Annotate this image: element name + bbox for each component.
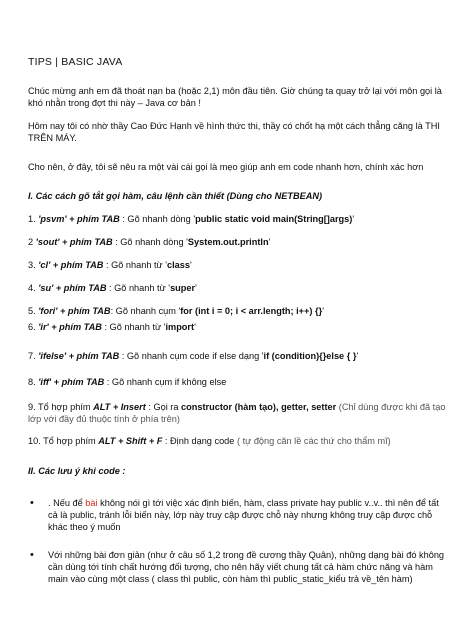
item-desc: : Gõ nhanh từ '	[103, 260, 167, 270]
item-end: '	[268, 237, 271, 247]
item-key: 'cl' + phím TAB	[38, 260, 104, 270]
section-heading-notes: II. Các lưu ý khi code :	[28, 466, 126, 476]
shortcut-item	[28, 350, 446, 362]
item-number: 6.	[28, 322, 39, 332]
item-desc: : Gõ nhanh dòng '	[119, 214, 196, 224]
item-key: 'iff' + phím TAB	[38, 377, 105, 387]
note-text-rest: không nói gì tới việc xác định biến, hàm, class private hay public v..v.. thì nên để tất cả là public, tránh lỗi biến này, lớp này truy cập được chỗ này nhưng không truy cập được chỗ khác theo ý muốn	[48, 498, 439, 532]
item-key: 'ifelse' + phím TAB	[38, 351, 120, 361]
section-heading-shortcuts: I. Các cách gõ tắt gọi hàm, câu lệnh cần thiết (Dùng cho NETBEAN)	[28, 191, 323, 201]
shortcut-item	[28, 259, 446, 271]
item-code: import	[165, 322, 195, 332]
shortcut-item-9	[28, 401, 446, 425]
note-text: Với những bài đơn giản (như ở câu số 1,2 trong đề cương thầy Quân), những dạng bài đó không cần dùng tới tính chất hướng đối tượng, cho nên hãy viết chung tất cả hàm chức năng và hàm main vào cùng một class ( class thì public, còn hàm thì public_static_kiểu trả về_tên hàm)	[48, 550, 445, 584]
intro2-end: .	[74, 133, 77, 143]
item-number: 10. Tổ hợp phím	[28, 436, 99, 446]
item-desc: : Định dạng code	[162, 436, 235, 446]
item-key: 'fori' + phím TAB	[38, 306, 111, 316]
item-note: ( tự động căn lề các thứ cho thẩm mĩ)	[234, 436, 391, 446]
item-number: 8.	[28, 377, 39, 387]
shortcut-item	[28, 305, 446, 317]
item-desc: : Gõ nhanh từ '	[106, 283, 171, 293]
intro2-text: Hôm nay tôi có nhờ thầy Cao Đức Hạnh về hình thức thi, thầy có chốt hạ một cách thẳng căng là	[28, 121, 426, 131]
item-key: ALT + Shift + F	[98, 436, 163, 446]
note-text: . Nếu để	[48, 498, 86, 508]
item-end: '	[356, 351, 359, 361]
item-desc: : Gõ nhanh cụm '	[110, 306, 181, 316]
item-end: '	[195, 283, 197, 293]
intro-paragraph-2	[28, 120, 446, 144]
list-item	[28, 549, 446, 585]
item-code: for (int i = 0; i < arr.length; i++) {}	[180, 306, 323, 316]
item-desc: : Gõ nhanh dòng '	[112, 237, 188, 247]
item-end: '	[190, 260, 192, 270]
doc-title: TIPS | BASIC JAVA	[28, 56, 123, 68]
notes-list	[28, 497, 446, 585]
item-desc: : Gõ nhanh từ '	[101, 322, 166, 332]
item-desc: : Gõ nhanh cụm if không else	[104, 377, 227, 387]
bullet-icon: •	[30, 549, 34, 561]
item-number: 3.	[28, 260, 39, 270]
shortcut-item	[28, 321, 446, 333]
shortcut-list	[28, 213, 446, 447]
item-end: '	[194, 322, 196, 332]
item-number: 2	[28, 237, 36, 247]
item-desc: : Gõ nhanh cụm code if else dạng '	[119, 351, 264, 361]
item-key: ALT + Insert	[93, 402, 146, 412]
item-key: 'sout' + phím TAB	[35, 237, 113, 247]
item-code: if (condition){}else { }	[263, 351, 357, 361]
item-number: 4.	[28, 283, 39, 293]
item-number: 1.	[28, 214, 39, 224]
item-key: 'su' + phím TAB	[38, 283, 107, 293]
item-code: public static void main(String[]args)	[195, 214, 353, 224]
shortcut-item	[28, 376, 446, 388]
item-end: '	[322, 306, 324, 316]
item-number: 7.	[28, 351, 39, 361]
shortcut-item-10	[28, 435, 446, 447]
shortcut-item	[28, 282, 446, 294]
item-bold: constructor (hàm tạo), getter, setter	[181, 402, 337, 412]
item-key: 'ir' + phím TAB	[38, 322, 102, 332]
item-end: '	[352, 214, 355, 224]
item-desc: : Gọi ra	[145, 402, 182, 412]
note-highlight: bài	[85, 498, 98, 508]
item-note: (Chỉ dùng được khi đã tạo lớp với đầy đủ thuộc tính ở phía trên)	[28, 402, 446, 424]
shortcut-item	[28, 236, 446, 248]
intro-paragraph-1: Chúc mừng anh em đã thoát nạn ba (hoặc 2,1) môn đầu tiên. Giờ chúng ta quay trở lại với môn gọi là khó nhằn trong đợt thi này – Java cơ bản !	[28, 86, 442, 108]
bullet-icon: •	[30, 497, 34, 509]
item-key: 'psvm' + phím TAB	[38, 214, 120, 224]
item-code: super	[170, 283, 196, 293]
shortcut-item	[28, 213, 446, 225]
item-number: 9. Tổ hợp phím	[28, 402, 94, 412]
item-code: System.out.println	[187, 237, 269, 247]
intro2-emphasis: THI TRÊN MÁY	[28, 121, 440, 143]
intro-paragraph-3: Cho nên, ở đây, tôi sẽ nêu ra một vài cái gọi là mẹo giúp anh em code nhanh hơn, chính xác hơn	[28, 162, 424, 172]
list-item	[28, 497, 446, 533]
item-number: 5.	[28, 306, 39, 316]
item-code: class	[167, 260, 190, 270]
